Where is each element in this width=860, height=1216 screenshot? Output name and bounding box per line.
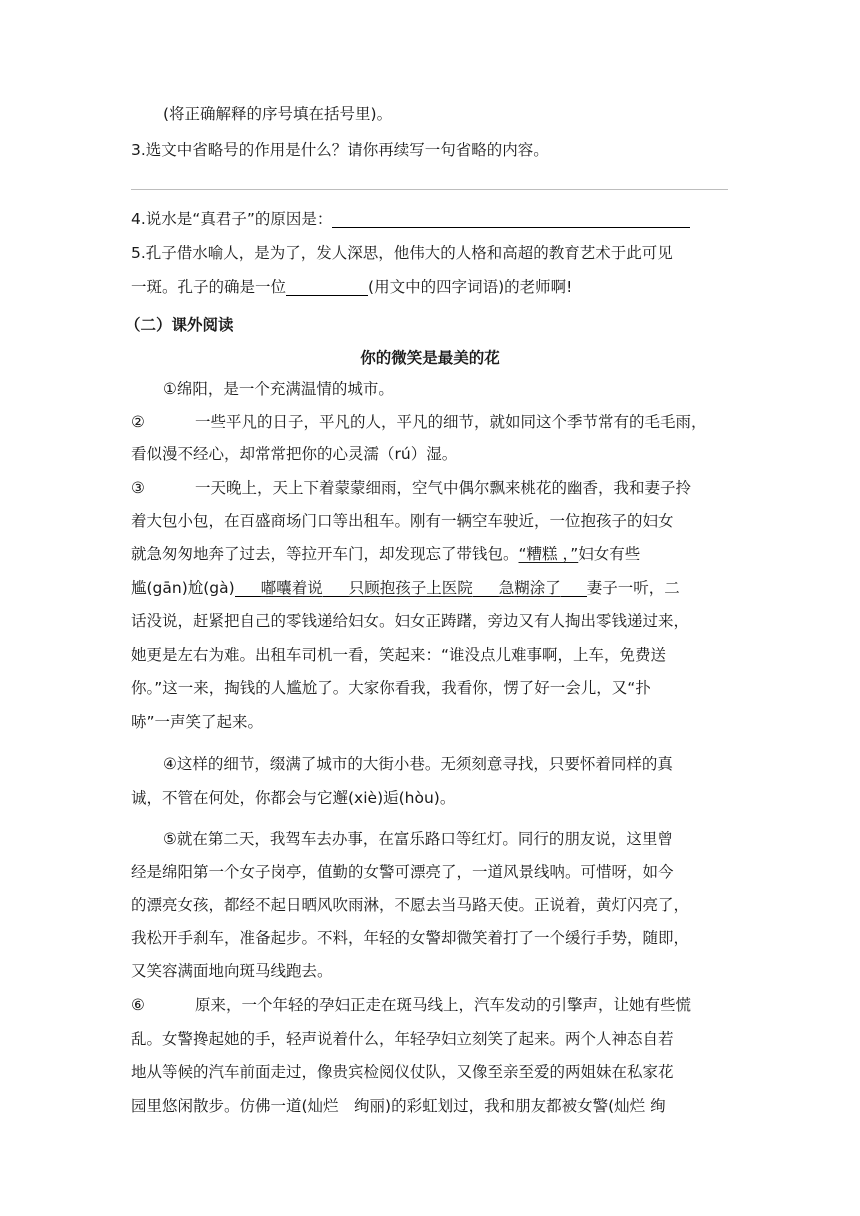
paragraph-2-line-2: 看似漫不经心，却常常把你的心灵濡（rú）湿。	[131, 445, 458, 463]
paragraph-6-line-1	[131, 993, 691, 1017]
paragraph-3-text-4e: 妻子一听，二	[586, 579, 680, 597]
paragraph-3-line-4	[131, 576, 680, 600]
paragraph-5-line-5: 又笑容满面地向斑马线跑去。	[131, 962, 333, 980]
question-4-text: 4.说水是“真君子”的原因是：	[131, 210, 333, 228]
underlined-phrase-1: 嘟囔着说	[260, 579, 323, 597]
paragraph-3-line-2: 着大包小包，在百盛商场门口等出租车。刚有一辆空车驶近，一位抱孩子的妇女	[131, 512, 674, 530]
paragraph-3-line-1	[131, 476, 691, 500]
paragraph-6-line-4: 园里悠闲散步。仿佛一道(灿烂 绚丽)的彩虹划过，我和朋友都被女警(灿烂 绚	[131, 1097, 666, 1115]
question-5-line-1: 5.孔子借水喻人，是为了，发人深思，他伟大的人格和高超的教育艺术于此可见	[131, 244, 673, 262]
instruction-text: (将正确解释的序号填在括号里)。	[163, 105, 393, 123]
question-5-line-2	[131, 275, 572, 299]
paragraph-2-text-1: 一些平凡的日子，平凡的人，平凡的细节，就如同这个季节常有的毛毛雨，	[195, 413, 707, 431]
underlined-phrase-3: 急糊涂了	[498, 579, 561, 597]
paragraph-3-line-6: 她更是左右为难。出租车司机一看，笑起来：“谁没点儿难事啊，上车，免费送	[131, 646, 667, 664]
question-4-answer-line[interactable]	[332, 209, 690, 228]
question-5-text-b: (用文中的四字词语)的老师啊!	[368, 278, 573, 296]
paragraph-6-text-1: 原来，一个年轻的孕妇正走在斑马线上，汽车发动的引擎声，让她有些慌	[195, 996, 692, 1014]
paragraph-4-line-1: ④这样的细节，缀满了城市的大街小巷。无须刻意寻找，只要怀着同样的真	[163, 755, 673, 773]
punctuation-blank-1[interactable]	[235, 578, 261, 597]
paragraph-2-number: ②	[131, 413, 145, 431]
punctuation-blank-2[interactable]	[323, 578, 349, 597]
paragraph-3-line-5: 话没说，赶紧把自己的零钱递给妇女。妇女正踌躇，旁边又有人掏出零钱递过来，	[131, 612, 690, 630]
question-5-text-a: 一斑。孔子的确是一位	[131, 278, 287, 296]
paragraph-1: ①绵阳，是一个充满温情的城市。	[163, 380, 394, 398]
paragraph-3-text-1: 一天晚上，天上下着蒙蒙细雨，空气中偶尔飘来桃花的幽香，我和妻子拎	[195, 479, 692, 497]
paragraph-6-line-2: 乱。女警搀起她的手，轻声说着什么，年轻孕妇立刻笑了起来。两个人神态自若	[131, 1030, 674, 1048]
section-title: （二）课外阅读	[125, 316, 234, 334]
paragraph-3-text-3a: 就急匆匆地奔了过去，等拉开车门，却发现忘了带钱包。	[131, 545, 519, 563]
question-5-blank[interactable]	[286, 277, 368, 296]
paragraph-5-line-1: ⑤就在第二天，我驾车去办事，在富乐路口等红灯。同行的朋友说，这里曾	[163, 830, 673, 848]
question-4	[131, 207, 690, 231]
paragraph-6-line-3: 地从等候的汽车前面走过，像贵宾检阅仪仗队，又像至亲至爱的两姐妹在私家花	[131, 1063, 674, 1081]
paragraph-3-text-4a: 尴(gān)尬(gà)	[131, 579, 235, 597]
paragraph-5-line-3: 的漂亮女孩，都经不起日晒风吹雨淋，不愿去当马路天使。正说着，黄灯闪亮了，	[131, 896, 690, 914]
paragraph-5-line-4: 我松开手刹车，准备起步。不料，年轻的女警却微笑着打了一个缓行手势，随即，	[131, 929, 690, 947]
paragraph-3-text-3c: 妇女有些	[578, 545, 641, 563]
punctuation-blank-4[interactable]	[561, 578, 587, 597]
question-3: 3.选文中省略号的作用是什么？请你再续写一句省略的内容。	[131, 141, 549, 159]
underlined-quote: “糟糕 ，”	[518, 545, 579, 563]
paragraph-4-line-2: 诚，不管在何处，你都会与它邂(xiè)逅(hòu)。	[131, 789, 456, 807]
paragraph-3-line-8: 哧”一声笑了起来。	[131, 713, 264, 731]
punctuation-blank-3[interactable]	[473, 578, 499, 597]
article-title: 你的微笑是最美的花	[360, 349, 500, 367]
underlined-phrase-2: 只顾抱孩子上医院	[348, 579, 473, 597]
paragraph-3-line-3	[131, 542, 640, 566]
paragraph-3-number: ③	[131, 479, 145, 497]
paragraph-2-line-1	[131, 410, 707, 434]
paragraph-5-line-2: 经是绵阳第一个女子岗亭，值勤的女警可漂亮了，一道风景线呐。可惜呀，如今	[131, 863, 674, 881]
paragraph-6-number: ⑥	[131, 996, 145, 1014]
paragraph-3-line-7: 你。”这一来，掏钱的人尴尬了。大家你看我，我看你，愣了好一会儿，又“扑	[131, 679, 651, 697]
answer-rule	[131, 189, 728, 190]
